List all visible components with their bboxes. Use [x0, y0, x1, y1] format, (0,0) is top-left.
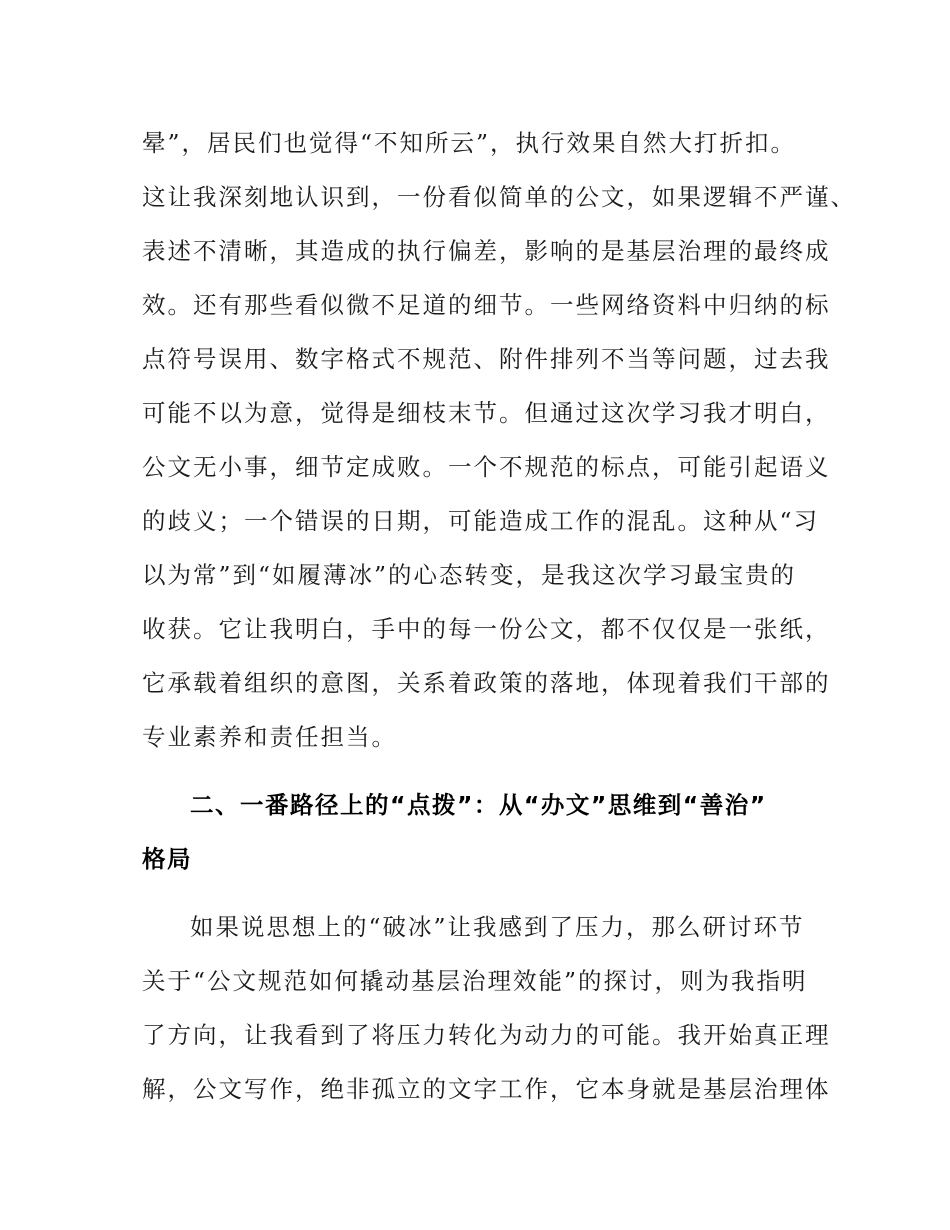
paragraph-line: 表述不清晰，其造成的执行偏差，影响的是基层治理的最终成 — [142, 237, 831, 265]
paragraph-line: 这让我深刻地认识到，一份看似简单的公文，如果逻辑不严谨、 — [142, 183, 856, 211]
section-heading: 二、一番路径上的“点拨”：从“办文”思维到“善治” — [190, 791, 767, 819]
paragraph-line: 公文无小事，细节定成败。一个不规范的标点，可能引起语义 — [142, 453, 831, 481]
paragraph-line: 收获。它让我明白，手中的每一份公文，都不仅仅是一张纸， — [142, 615, 831, 643]
paragraph-line: 效。还有那些看似微不足道的细节。一些网络资料中归纳的标 — [142, 291, 831, 319]
paragraph-line: 它承载着组织的意图，关系着政策的落地，体现着我们干部的 — [142, 669, 831, 697]
paragraph-line: 了方向，让我看到了将压力转化为动力的可能。我开始真正理 — [142, 1021, 831, 1049]
paragraph-line: 以为常”到“如履薄冰”的心态转变，是我这次学习最宝贵的 — [142, 561, 797, 589]
paragraph-line: 晕”，居民们也觉得“不知所云”，执行效果自然大打折扣。 — [142, 129, 797, 157]
paragraph-line: 关于“公文规范如何撬动基层治理效能”的探讨，则为我指明 — [142, 967, 808, 995]
section-heading-continued: 格局 — [142, 845, 192, 873]
paragraph-line: 的歧义；一个错误的日期，可能造成工作的混乱。这种从“习 — [142, 507, 820, 535]
paragraph-line: 点符号误用、数字格式不规范、附件排列不当等问题，过去我 — [142, 345, 831, 373]
paragraph-line: 解，公文写作，绝非孤立的文字工作，它本身就是基层治理体 — [142, 1075, 831, 1103]
paragraph-line: 可能不以为意，觉得是细枝末节。但通过这次学习我才明白， — [142, 399, 831, 427]
paragraph-first-line: 如果说思想上的“破冰”让我感到了压力，那么研讨环节 — [190, 913, 805, 941]
paragraph-line: 专业素养和责任担当。 — [142, 723, 397, 751]
